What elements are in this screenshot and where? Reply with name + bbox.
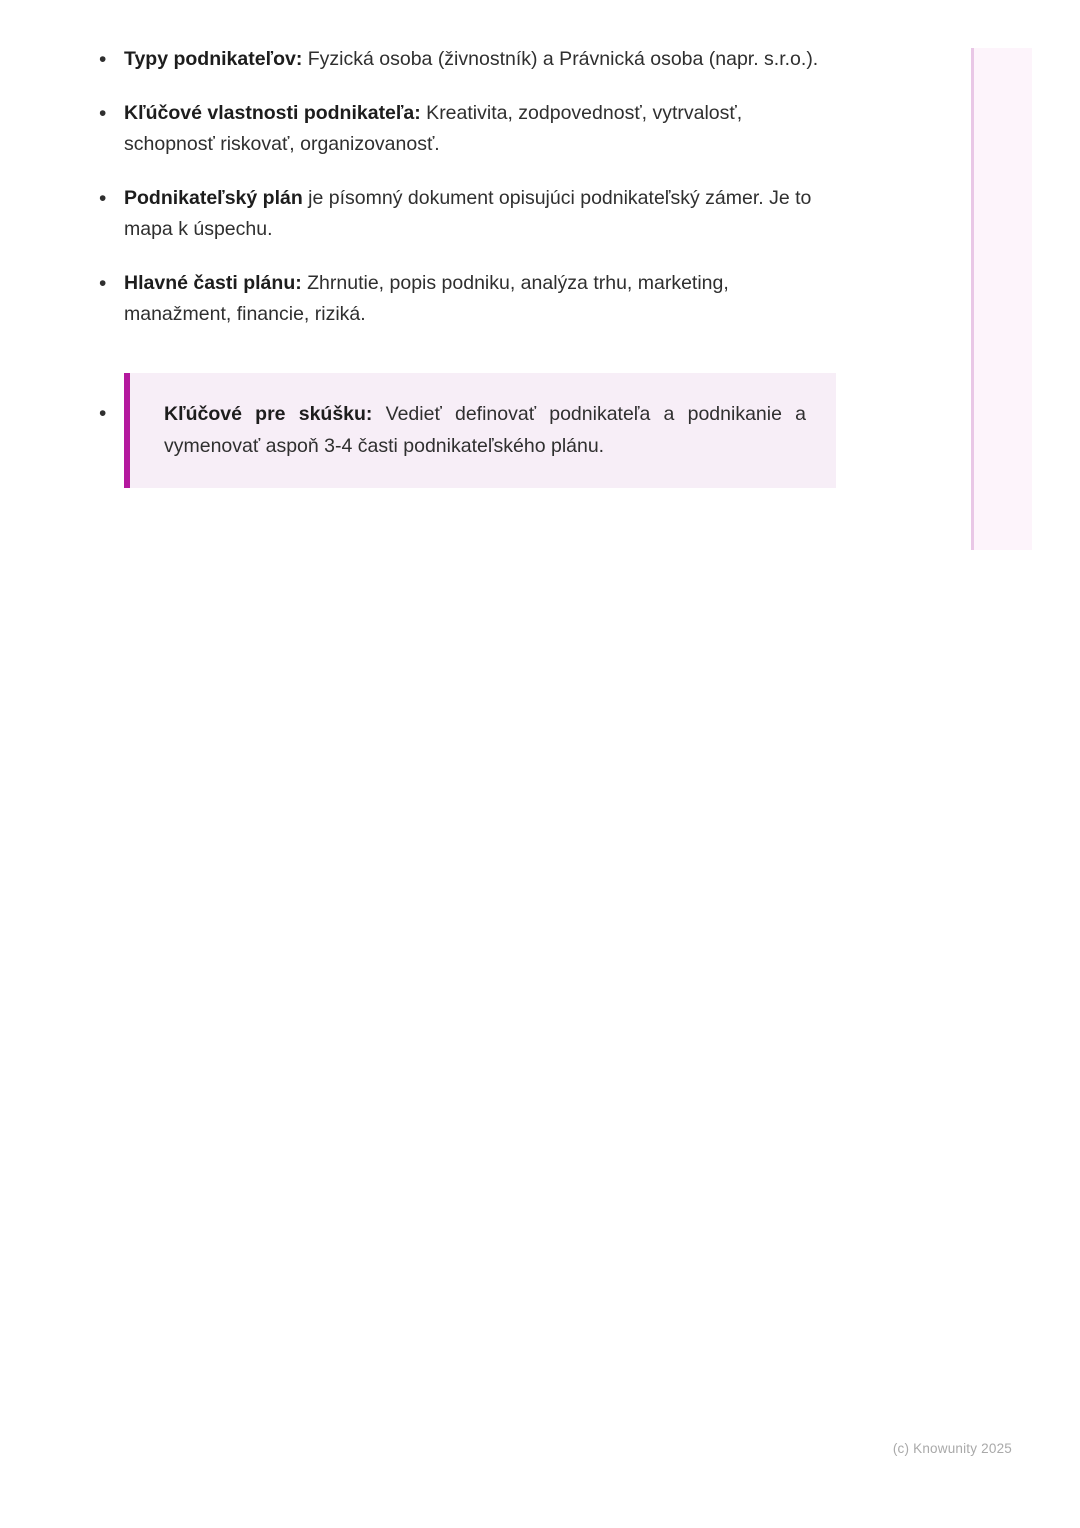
copyright-footer: (c) Knowunity 2025	[892, 1441, 1012, 1456]
bullet-list	[96, 44, 960, 488]
callout-text: Vedieť definovať podnikateľa a podnikanie a vymenovať aspoň 3-4 časti podnikateľského plánu.	[164, 403, 806, 457]
list-item	[96, 44, 836, 76]
callout-lead: Kľúčové pre skúšku:	[164, 403, 373, 426]
list-item-lead: Typy podnikateľov:	[124, 48, 303, 70]
list-item-text: Kreativita, zodpovednosť, vytrvalosť, schopnosť riskovať, organizovanosť.	[124, 101, 743, 156]
list-item	[96, 183, 836, 246]
list-item-lead: Kľúčové vlastnosti podnikateľa:	[124, 101, 421, 124]
list-item-callout	[96, 373, 960, 488]
list-item-text: Fyzická osoba (živnostník) a Právnická osoba (napr. s.r.o.).	[302, 48, 819, 70]
list-item	[96, 98, 836, 161]
list-item-lead: Podnikateľský plán	[124, 186, 303, 209]
list-item-text: Zhrnutie, popis podniku, analýza trhu, marketing, manažment, financie, riziká.	[124, 271, 729, 326]
list-item	[96, 268, 836, 331]
list-item-text: je písomný dokument opisujúci podnikateľský zámer. Je to mapa k úspechu.	[124, 186, 812, 241]
exam-key-callout	[124, 373, 836, 488]
list-item-lead: Hlavné časti plánu:	[124, 271, 302, 294]
